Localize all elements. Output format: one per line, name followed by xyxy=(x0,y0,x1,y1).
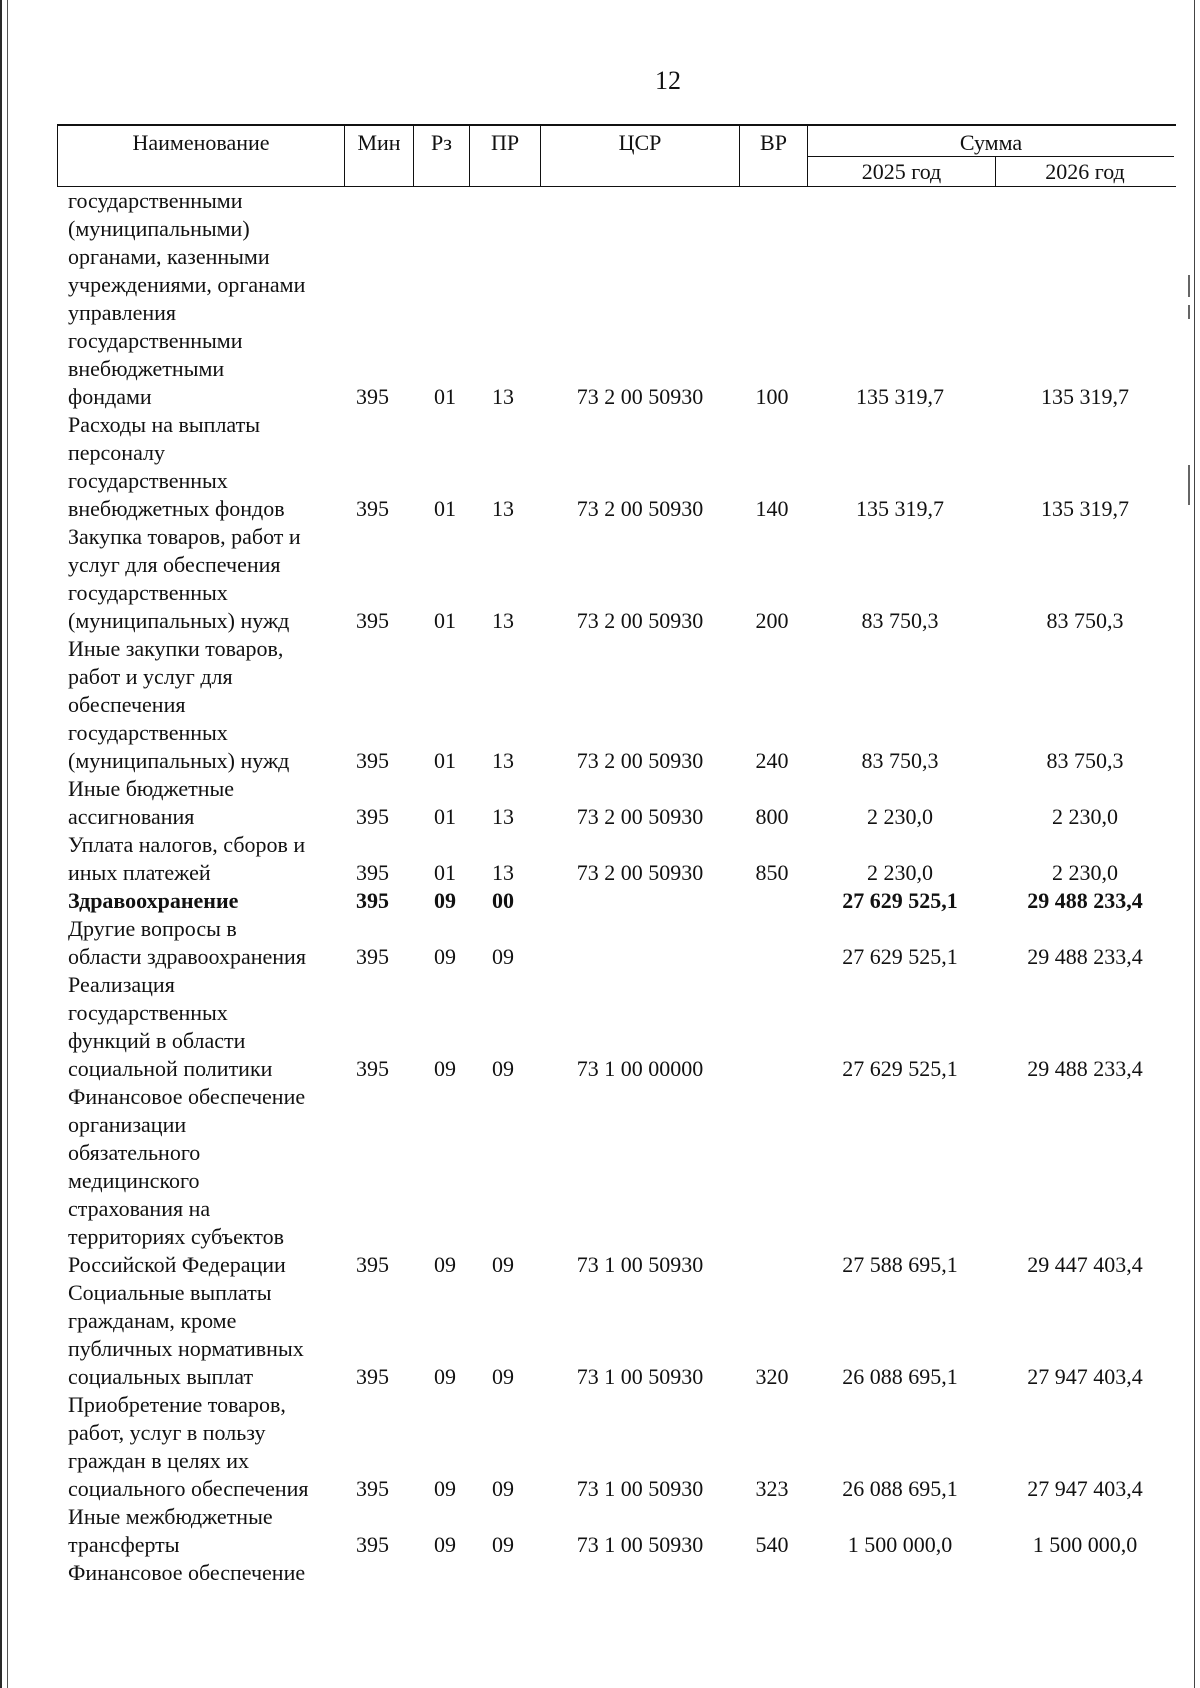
cell-name-line: управления xyxy=(68,300,177,325)
cell-name-line: трансферты xyxy=(68,1532,180,1557)
cell-sum-2025: 27 629 525,1 xyxy=(842,888,958,913)
cell-min: 395 xyxy=(356,1252,389,1277)
header-min: Мин xyxy=(345,126,414,186)
cell-sum-2026: 1 500 000,0 xyxy=(1032,1532,1138,1557)
cell-sum-2025: 27 588 695,1 xyxy=(842,1252,958,1277)
cell-name-line: функций в области xyxy=(68,1028,246,1053)
cell-name-line: медицинского xyxy=(68,1168,200,1193)
cell-name-line: Социальные выплаты xyxy=(68,1280,272,1305)
cell-pr: 13 xyxy=(492,804,514,829)
cell-min: 395 xyxy=(356,1476,389,1501)
cell-rz: 01 xyxy=(434,860,456,885)
cell-pr: 00 xyxy=(492,888,514,913)
cell-csr: 73 2 00 50930 xyxy=(576,860,704,885)
cell-min: 395 xyxy=(356,608,389,633)
cell-name-line: социального обеспечения xyxy=(68,1476,309,1501)
table-row xyxy=(0,831,1191,887)
cell-name-line: органами, казенными xyxy=(68,244,270,269)
cell-sum-2025: 83 750,3 xyxy=(861,608,939,633)
cell-vr: 850 xyxy=(755,860,789,885)
cell-name-line: фондами xyxy=(68,384,152,409)
cell-pr: 13 xyxy=(492,384,514,409)
cell-vr: 323 xyxy=(755,1476,789,1501)
cell-rz: 09 xyxy=(434,1252,456,1277)
table-row xyxy=(0,915,1191,971)
header-vr: ВР xyxy=(740,126,808,186)
cell-min: 395 xyxy=(356,888,389,913)
cell-name-line: Финансовое обеспечение xyxy=(68,1560,306,1585)
cell-name-line: социальной политики xyxy=(68,1056,273,1081)
cell-name-line: области здравоохранения xyxy=(68,944,306,969)
cell-csr: 73 1 00 50930 xyxy=(576,1252,704,1277)
cell-pr: 13 xyxy=(492,496,514,521)
cell-vr: 540 xyxy=(755,1532,789,1557)
cell-name-line: Иные бюджетные xyxy=(68,776,235,801)
cell-name xyxy=(68,887,338,915)
cell-rz: 01 xyxy=(434,608,456,633)
cell-csr: 73 1 00 50930 xyxy=(576,1364,704,1389)
cell-rz: 09 xyxy=(434,944,456,969)
table-row xyxy=(0,1559,1191,1587)
table-row xyxy=(0,1083,1191,1279)
cell-rz: 09 xyxy=(434,1532,456,1557)
cell-rz: 09 xyxy=(434,888,456,913)
cell-name xyxy=(68,1391,338,1503)
cell-sum-2025: 1 500 000,0 xyxy=(847,1532,953,1557)
cell-name-line: Иные закупки товаров, xyxy=(68,636,284,661)
cell-name-line: (муниципальных) нужд xyxy=(68,608,290,633)
cell-min: 395 xyxy=(356,496,389,521)
cell-name-line: Уплата налогов, сборов и xyxy=(68,832,306,857)
cell-name-line: персоналу xyxy=(68,440,166,465)
cell-name xyxy=(68,1503,338,1559)
cell-name xyxy=(68,1083,338,1279)
cell-min: 395 xyxy=(356,748,389,773)
cell-pr: 13 xyxy=(492,608,514,633)
cell-name xyxy=(68,635,338,775)
cell-sum-2026: 135 319,7 xyxy=(1041,496,1129,521)
cell-min: 395 xyxy=(356,1056,389,1081)
cell-rz: 01 xyxy=(434,748,456,773)
cell-name-line: иных платежей xyxy=(68,860,211,885)
table-row xyxy=(0,411,1191,523)
cell-name-line: внебюджетных фондов xyxy=(68,496,285,521)
cell-sum-2025: 135 319,7 xyxy=(856,496,944,521)
header-2026: 2026 год xyxy=(996,156,1174,186)
cell-sum-2026: 29 488 233,4 xyxy=(1027,944,1143,969)
cell-sum-2025: 83 750,3 xyxy=(861,748,939,773)
cell-name-line: государственных xyxy=(68,580,228,605)
cell-sum-2026: 29 488 233,4 xyxy=(1027,1056,1143,1081)
cell-name xyxy=(68,915,338,971)
cell-name xyxy=(68,831,338,887)
cell-min: 395 xyxy=(356,384,389,409)
cell-name xyxy=(68,1279,338,1391)
cell-name-line: Другие вопросы в xyxy=(68,916,237,941)
cell-min: 395 xyxy=(356,1364,389,1389)
cell-vr: 320 xyxy=(755,1364,789,1389)
cell-rz: 09 xyxy=(434,1056,456,1081)
cell-sum-2026: 27 947 403,4 xyxy=(1027,1364,1143,1389)
cell-sum-2025: 2 230,0 xyxy=(867,860,933,885)
cell-sum-2026: 29 488 233,4 xyxy=(1027,888,1143,913)
cell-sum-2026: 27 947 403,4 xyxy=(1027,1476,1143,1501)
cell-name-line: публичных нормативных xyxy=(68,1336,304,1361)
cell-name-line: государственных xyxy=(68,468,228,493)
cell-rz: 01 xyxy=(434,804,456,829)
cell-name-line: Иные межбюджетные xyxy=(68,1504,273,1529)
cell-sum-2026: 29 447 403,4 xyxy=(1027,1252,1143,1277)
cell-pr: 13 xyxy=(492,860,514,885)
cell-pr: 09 xyxy=(492,1532,514,1557)
cell-name-line: услуг для обеспечения xyxy=(68,552,281,577)
cell-name-line: организации xyxy=(68,1112,187,1137)
cell-name-line: Расходы на выплаты xyxy=(68,412,261,437)
cell-sum-2026: 83 750,3 xyxy=(1046,748,1124,773)
cell-csr: 73 2 00 50930 xyxy=(576,496,704,521)
cell-min: 395 xyxy=(356,944,389,969)
cell-name-line: граждан в целях их xyxy=(68,1448,250,1473)
cell-min: 395 xyxy=(356,804,389,829)
table-row xyxy=(0,775,1191,831)
cell-sum-2025: 2 230,0 xyxy=(867,804,933,829)
table-row xyxy=(0,971,1191,1083)
cell-name xyxy=(68,187,338,411)
cell-name-line: внебюджетными xyxy=(68,356,225,381)
cell-pr: 09 xyxy=(492,1364,514,1389)
header-rz: Рз xyxy=(414,126,470,186)
cell-rz: 01 xyxy=(434,496,456,521)
header-2025: 2025 год xyxy=(808,156,996,186)
cell-sum-2025: 27 629 525,1 xyxy=(842,944,958,969)
cell-name-line: государственных xyxy=(68,720,228,745)
cell-rz: 09 xyxy=(434,1476,456,1501)
table-row xyxy=(0,1503,1191,1559)
cell-vr: 240 xyxy=(755,748,789,773)
table-row xyxy=(0,635,1191,775)
cell-sum-2026: 2 230,0 xyxy=(1052,860,1118,885)
cell-min: 395 xyxy=(356,1532,389,1557)
header-name: Наименование xyxy=(58,126,345,186)
table-row xyxy=(0,1279,1191,1391)
table-row xyxy=(0,187,1191,411)
cell-name-line: государственных xyxy=(68,1000,228,1025)
scan-edge-right xyxy=(1191,0,1200,1688)
cell-rz: 09 xyxy=(434,1364,456,1389)
table-row xyxy=(0,1391,1191,1503)
cell-name-line: работ, услуг в пользу xyxy=(68,1420,266,1445)
cell-name-line: (муниципальными) xyxy=(68,216,250,241)
cell-csr: 73 2 00 50930 xyxy=(576,748,704,773)
cell-name-line: работ и услуг для xyxy=(68,664,233,689)
cell-pr: 13 xyxy=(492,748,514,773)
cell-sum-2025: 135 319,7 xyxy=(856,384,944,409)
cell-name-line: территориях субъектов xyxy=(68,1224,284,1249)
cell-name-line: Реализация xyxy=(68,972,175,997)
cell-name xyxy=(68,411,338,523)
table-row xyxy=(0,523,1191,635)
cell-csr: 73 1 00 00000 xyxy=(576,1056,704,1081)
cell-sum-2025: 26 088 695,1 xyxy=(842,1364,958,1389)
cell-name xyxy=(68,523,338,635)
cell-pr: 09 xyxy=(492,1252,514,1277)
cell-vr: 800 xyxy=(755,804,789,829)
cell-pr: 09 xyxy=(492,1056,514,1081)
cell-vr: 140 xyxy=(755,496,789,521)
cell-name-line: социальных выплат xyxy=(68,1364,254,1389)
header-csr: ЦСР xyxy=(541,126,740,186)
cell-sum-2026: 135 319,7 xyxy=(1041,384,1129,409)
cell-name-line: ассигнования xyxy=(68,804,195,829)
cell-pr: 09 xyxy=(492,1476,514,1501)
cell-vr: 100 xyxy=(755,384,789,409)
cell-sum-2025: 26 088 695,1 xyxy=(842,1476,958,1501)
cell-csr: 73 2 00 50930 xyxy=(576,608,704,633)
cell-name-line: обязательного xyxy=(68,1140,201,1165)
cell-name xyxy=(68,775,338,831)
cell-sum-2025: 27 629 525,1 xyxy=(842,1056,958,1081)
header-sum-label: Сумма xyxy=(959,130,1023,155)
cell-min: 395 xyxy=(356,860,389,885)
cell-csr: 73 1 00 50930 xyxy=(576,1532,704,1557)
cell-name-line: Закупка товаров, работ и xyxy=(68,524,301,549)
table-header xyxy=(57,124,1176,187)
cell-name xyxy=(68,971,338,1083)
cell-name-line: страхования на xyxy=(68,1196,211,1221)
cell-sum-2026: 83 750,3 xyxy=(1046,608,1124,633)
cell-rz: 01 xyxy=(434,384,456,409)
cell-name-line: Российской Федерации xyxy=(68,1252,286,1277)
cell-csr: 73 2 00 50930 xyxy=(576,384,704,409)
cell-name-line: государственными xyxy=(68,328,243,353)
header-pr: ПР xyxy=(470,126,541,186)
cell-name-line: учреждениями, органами xyxy=(68,272,306,297)
cell-name-line: Финансовое обеспечение xyxy=(68,1084,306,1109)
cell-name xyxy=(68,1559,338,1587)
page-number: 12 xyxy=(655,66,681,95)
header-sum xyxy=(808,126,1174,186)
cell-csr: 73 1 00 50930 xyxy=(576,1476,704,1501)
cell-csr: 73 2 00 50930 xyxy=(576,804,704,829)
cell-vr: 200 xyxy=(755,608,789,633)
cell-pr: 09 xyxy=(492,944,514,969)
cell-name-line: (муниципальных) нужд xyxy=(68,748,290,773)
cell-name-line: гражданам, кроме xyxy=(68,1308,237,1333)
cell-sum-2026: 2 230,0 xyxy=(1052,804,1118,829)
cell-name-line: государственными xyxy=(68,188,243,213)
cell-name-line: Здравоохранение xyxy=(68,888,239,913)
cell-name-line: обеспечения xyxy=(68,692,186,717)
cell-name-line: Приобретение товаров, xyxy=(68,1392,286,1417)
table-row xyxy=(0,887,1191,915)
